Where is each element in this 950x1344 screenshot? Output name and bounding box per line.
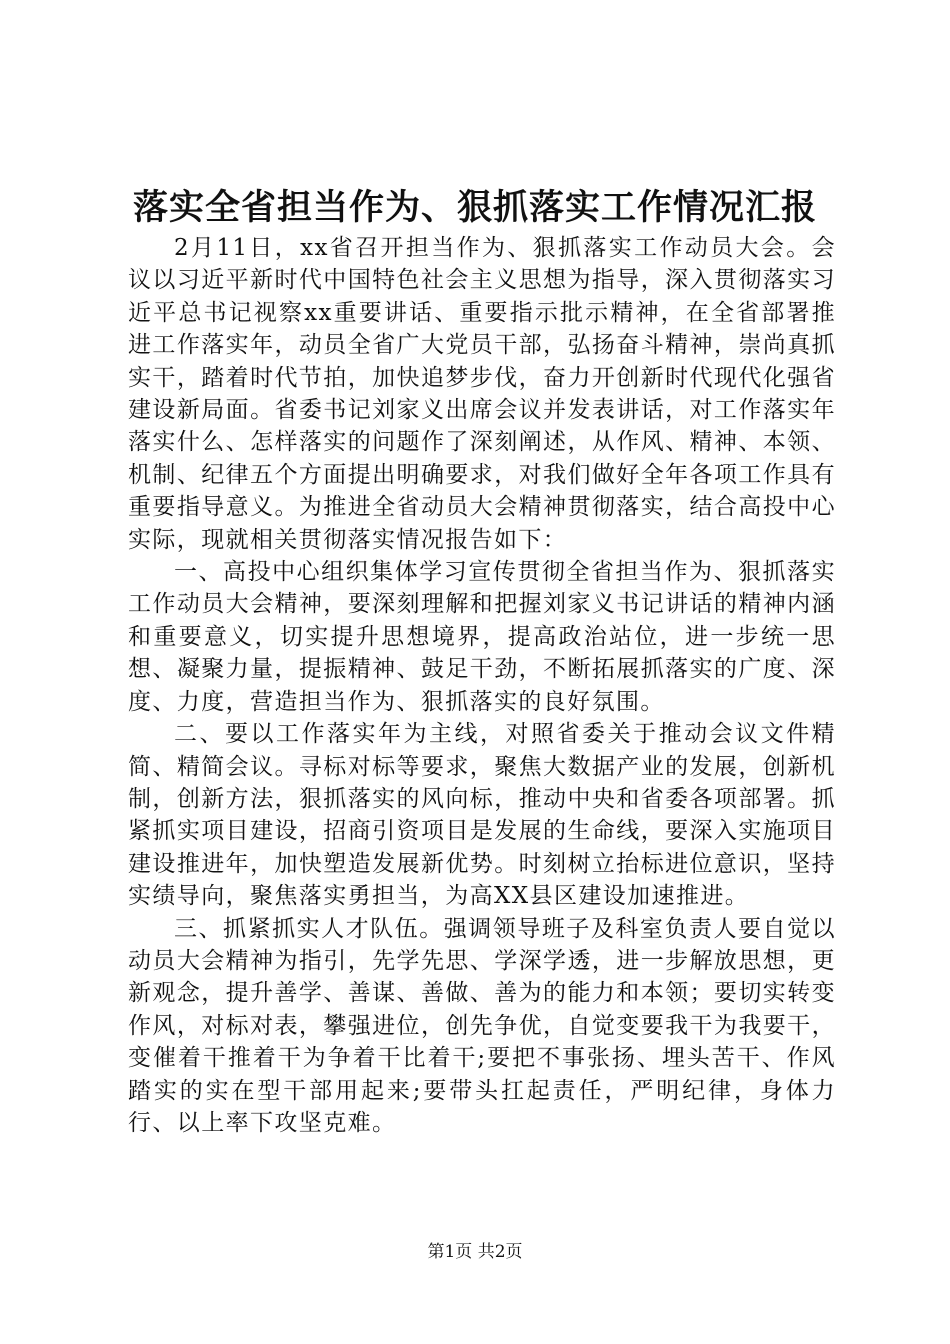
document-title: 落实全省担当作为、狠抓落实工作情况汇报 bbox=[132, 187, 817, 228]
document-body bbox=[128, 232, 836, 1139]
paragraph-intro: 2月11日，xx省召开担当作为、狠抓落实工作动员大会。会议以习近平新时代中国特色社会主义思想为指导，深入贯彻落实习近平总书记视察xx重要讲话、重要指示批示精神，在全省部署推进工作落实年，动员全省广大党员干部，弘扬奋斗精神，崇尚真抓实干，踏着时代节拍，加快追梦步伐，奋力开创新时代现代化强省建设新局面。省委书记刘家义出席会议并发表讲话，对工作落实年落实什么、怎样落实的问题作了深刻阐述，从作风、精神、本领、机制、纪律五个方面提出明确要求，对我们做好全年各项工作具有重要指导意义。为推进全省动员大会精神贯彻落实，结合高投中心实际，现就相关贯彻落实情况报告如下： bbox=[128, 235, 836, 553]
paragraph-point-2: 二、要以工作落实年为主线，对照省委关于推动会议文件精简、精简会议。寻标对标等要求，聚焦大数据产业的发展，创新机制，创新方法，狠抓落实的风向标，推动中央和省委各项部署。抓紧抓实项目建设，招商引资项目是发展的生命线，要深入实施项目建设推进年，加快塑造发展新优势。时刻树立抬标进位意识，坚持实绩导向，聚焦落实勇担当，为高XX县区建设加速推进。 bbox=[128, 721, 836, 910]
paragraph-point-3: 三、抓紧抓实人才队伍。强调领导班子及科室负责人要自觉以动员大会精神为指引，先学先思、学深学透，进一步解放思想，更新观念，提升善学、善谋、善做、善为的能力和本领；要切实转变作风，对标对表，攀强进位，创先争优，自觉变要我干为我要干，变催着干推着干为争着干比着干;要把不事张扬、埋头苦干、作风踏实的实在型干部用起来;要带头扛起责任，严明纪律，身体力行、以上率下攻坚克难。 bbox=[128, 915, 836, 1136]
paragraph-point-1: 一、高投中心组织集体学习宣传贯彻全省担当作为、狠抓落实工作动员大会精神，要深刻理解和把握刘家义书记讲话的精神内涵和重要意义，切实提升思想境界，提高政治站位，进一步统一思想、凝聚力量，提振精神、鼓足干劲，不断拓展抓落实的广度、深度、力度，营造担当作为、狠抓落实的良好氛围。 bbox=[128, 559, 836, 715]
page-number-footer: 第1页 共2页 bbox=[427, 1242, 523, 1262]
